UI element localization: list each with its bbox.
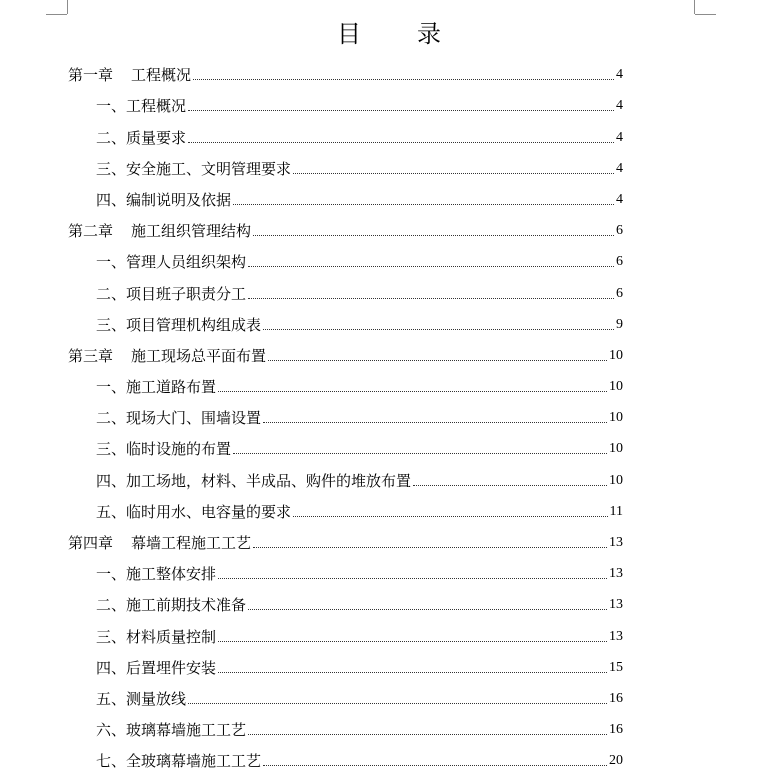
toc-section-entry[interactable] xyxy=(68,117,623,148)
toc-title-char-1: 目 xyxy=(337,20,363,48)
toc-entry-number: 四、 xyxy=(96,471,127,490)
toc-entry-title: 安全施工、文明管理要求 xyxy=(126,159,292,178)
toc-dot-leader xyxy=(188,142,614,143)
toc-dot-leader xyxy=(218,391,607,392)
toc-entry-number: 四、 xyxy=(96,190,127,209)
toc-section-entry[interactable] xyxy=(68,741,623,772)
toc-entry-number: 一、 xyxy=(96,97,127,116)
toc-dot-leader xyxy=(253,547,607,548)
toc-dot-leader xyxy=(193,79,614,80)
toc-entry-title: 项目班子职责分工 xyxy=(126,284,247,303)
toc-chapter-entry[interactable] xyxy=(68,211,623,242)
toc-page-number: 10 xyxy=(609,410,623,426)
toc-entry-number: 六、 xyxy=(96,721,127,740)
toc-entry-title: 临时用水、电容量的要求 xyxy=(126,502,292,521)
toc-section-entry[interactable] xyxy=(68,367,623,398)
toc-entry-number: 四、 xyxy=(96,658,127,677)
toc-entry-title: 施工前期技术准备 xyxy=(126,596,247,615)
toc-page-number: 16 xyxy=(609,690,623,706)
toc-entry-title: 幕墙工程施工工艺 xyxy=(131,534,252,552)
toc-dot-leader xyxy=(248,734,607,735)
toc-page-number: 16 xyxy=(609,722,623,738)
toc-entry-title: 材料质量控制 xyxy=(126,627,217,646)
toc-section-entry[interactable] xyxy=(68,648,623,679)
toc-entry-number: 第四章 xyxy=(68,534,114,552)
toc-page-number: 20 xyxy=(609,753,623,769)
toc-entry-title: 施工整体安排 xyxy=(126,565,217,584)
crop-mark-top-left-horizontal xyxy=(46,14,67,15)
toc-section-entry[interactable] xyxy=(68,554,623,585)
toc-dot-leader xyxy=(233,453,607,454)
toc-entry-title: 测量放线 xyxy=(126,689,187,708)
toc-section-entry[interactable] xyxy=(68,679,623,710)
toc-entry-number: 五、 xyxy=(96,502,127,521)
toc-entry-title: 玻璃幕墙施工工艺 xyxy=(126,721,247,740)
toc-chapter-entry[interactable] xyxy=(68,55,623,86)
toc-page-number: 4 xyxy=(616,98,623,114)
toc-section-entry[interactable] xyxy=(68,585,623,616)
toc-dot-leader xyxy=(268,360,607,361)
toc-entry-title: 施工现场总平面布置 xyxy=(131,346,267,365)
toc-entry-number: 一、 xyxy=(96,253,127,272)
toc-page-number: 10 xyxy=(609,379,623,395)
toc-dot-leader xyxy=(233,204,614,205)
toc-entry-title: 管理人员组织架构 xyxy=(126,253,247,272)
toc-page-number: 13 xyxy=(609,597,623,613)
toc-entry-number: 第三章 xyxy=(68,346,114,365)
toc-section-entry[interactable] xyxy=(68,149,623,180)
toc-section-entry[interactable] xyxy=(68,242,623,273)
toc-dot-leader xyxy=(218,641,607,642)
toc-dot-leader xyxy=(218,672,607,673)
toc-page-number: 6 xyxy=(616,285,623,301)
toc-section-entry[interactable] xyxy=(68,460,623,491)
toc-page-number: 13 xyxy=(609,566,623,582)
toc-dot-leader xyxy=(263,765,607,766)
crop-mark-top-right-horizontal xyxy=(695,14,716,15)
toc-page-number: 4 xyxy=(616,129,623,145)
toc-title-char-2: 录 xyxy=(417,20,443,48)
toc-entry-title: 现场大门、围墙设置 xyxy=(126,409,262,428)
toc-dot-leader xyxy=(413,485,607,486)
toc-entry-title: 临时设施的布置 xyxy=(126,440,232,459)
toc-entry-title: 质量要求 xyxy=(126,128,187,147)
toc-dot-leader xyxy=(263,329,614,330)
toc-dot-leader xyxy=(248,266,614,267)
toc-page-number: 4 xyxy=(616,160,623,176)
toc-entry-number: 第一章 xyxy=(68,66,114,85)
toc-entry-title: 编制说明及依据 xyxy=(126,190,232,209)
toc-entry-title: 全玻璃幕墙施工工艺 xyxy=(126,752,262,771)
toc-page-number: 11 xyxy=(609,503,623,519)
toc-page-number: 13 xyxy=(609,628,623,644)
toc-page-number: 4 xyxy=(616,191,623,207)
toc-section-entry[interactable] xyxy=(68,86,623,117)
toc-entry-title: 项目管理机构组成表 xyxy=(126,315,262,334)
toc-section-entry[interactable] xyxy=(68,616,623,647)
toc-entry-title: 工程概况 xyxy=(126,97,187,116)
toc-entry-title: 工程概况 xyxy=(131,66,192,85)
toc-page-number: 6 xyxy=(616,223,623,239)
toc-entry-number: 第二章 xyxy=(68,222,114,241)
table-of-contents xyxy=(68,55,623,772)
toc-title xyxy=(0,18,780,50)
toc-dot-leader xyxy=(248,298,614,299)
toc-page-number: 13 xyxy=(609,535,623,550)
toc-section-entry[interactable] xyxy=(68,398,623,429)
toc-section-entry[interactable] xyxy=(68,492,623,523)
toc-page-number: 15 xyxy=(609,659,623,675)
toc-section-entry[interactable] xyxy=(68,429,623,460)
toc-entry-number: 二、 xyxy=(96,128,127,147)
toc-entry-title: 加工场地，材料、半成品、购件的堆放布置 xyxy=(126,471,412,490)
toc-dot-leader xyxy=(248,609,607,610)
toc-entry-title: 施工组织管理结构 xyxy=(131,222,252,241)
toc-entry-number: 三、 xyxy=(96,440,127,459)
toc-section-entry[interactable] xyxy=(68,710,623,741)
toc-dot-leader xyxy=(188,703,607,704)
toc-entry-number: 三、 xyxy=(96,159,127,178)
toc-entry-number: 二、 xyxy=(96,596,127,615)
toc-dot-leader xyxy=(293,516,607,517)
crop-mark-top-right-vertical xyxy=(694,0,695,14)
toc-dot-leader xyxy=(188,110,614,111)
toc-dot-leader xyxy=(263,422,607,423)
toc-entry-number: 七、 xyxy=(96,752,127,771)
toc-page-number: 10 xyxy=(609,472,623,488)
toc-entry-number: 一、 xyxy=(96,565,127,584)
toc-entry-title: 施工道路布置 xyxy=(126,378,217,397)
toc-entry-number: 一、 xyxy=(96,378,127,397)
toc-dot-leader xyxy=(253,235,614,236)
toc-dot-leader xyxy=(293,173,614,174)
toc-entry-number: 三、 xyxy=(96,315,127,334)
toc-chapter-entry[interactable] xyxy=(68,336,623,367)
toc-page-number: 10 xyxy=(609,347,623,363)
toc-entry-number: 二、 xyxy=(96,409,127,428)
toc-entry-title: 后置埋件安装 xyxy=(126,658,217,677)
toc-entry-number: 五、 xyxy=(96,689,127,708)
crop-mark-top-left-vertical xyxy=(67,0,68,14)
toc-page-number: 9 xyxy=(616,316,623,332)
toc-section-entry[interactable] xyxy=(68,305,623,336)
toc-entry-number: 三、 xyxy=(96,627,127,646)
toc-entry-number: 二、 xyxy=(96,284,127,303)
toc-chapter-entry[interactable] xyxy=(68,523,623,554)
toc-page-number: 4 xyxy=(616,67,623,83)
toc-page-number: 10 xyxy=(609,441,623,457)
toc-section-entry[interactable] xyxy=(68,180,623,211)
toc-section-entry[interactable] xyxy=(68,273,623,304)
toc-page-number: 6 xyxy=(616,254,623,270)
toc-dot-leader xyxy=(218,578,607,579)
